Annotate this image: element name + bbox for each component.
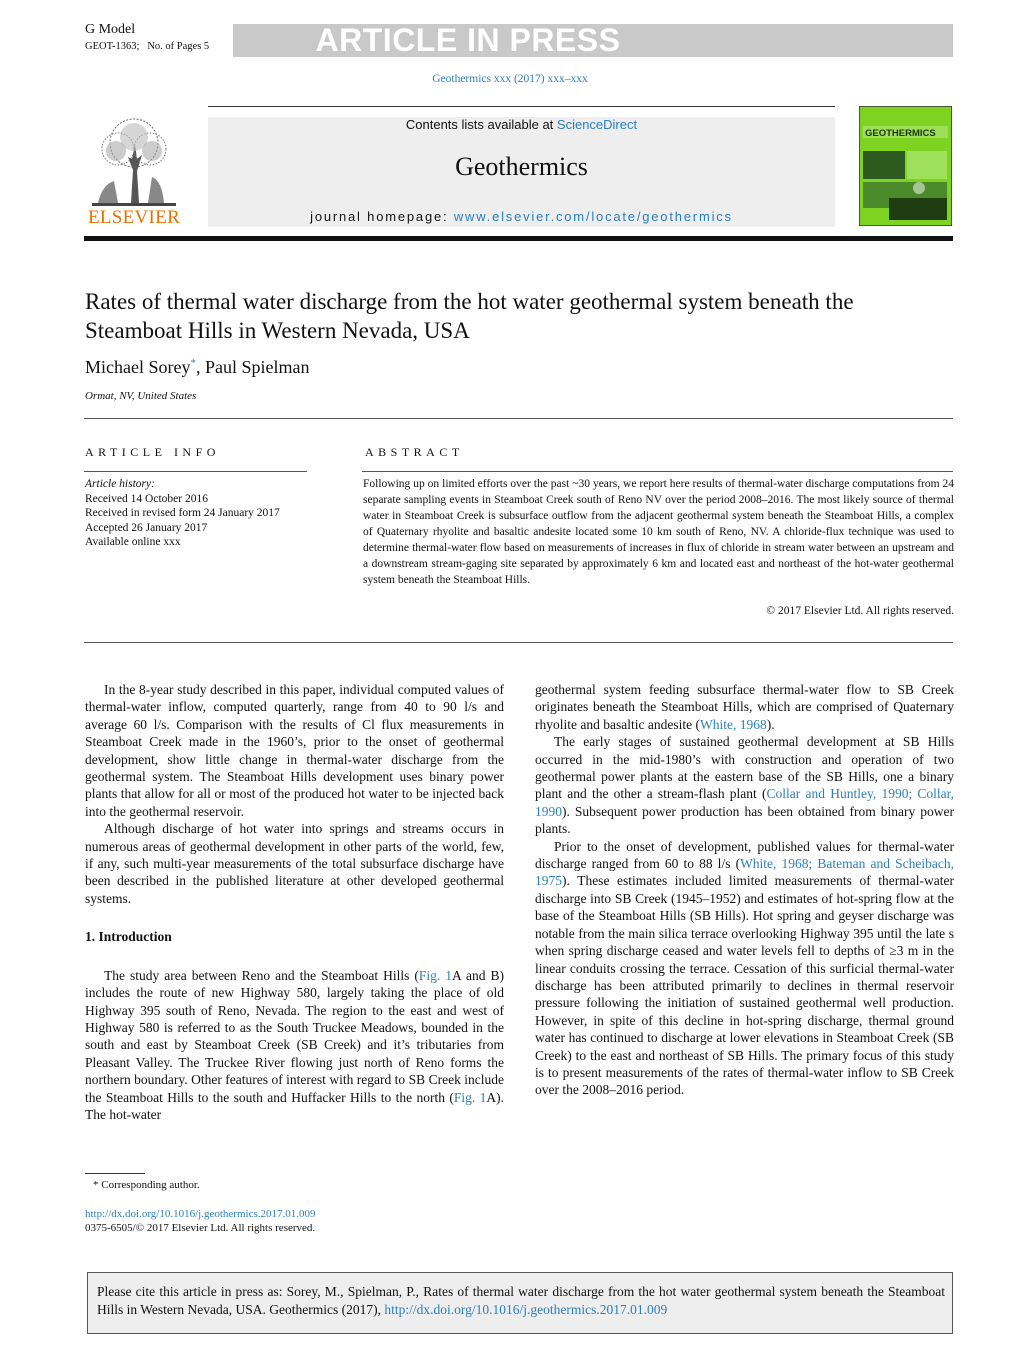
text-run: ).	[766, 716, 775, 732]
article-history	[85, 477, 280, 550]
body-paragraph: In the 8-year study described in this paper, individual computed values of thermal-water inflow, computed quarterly, range from 40 to 90 l/s and average 60 l/s. Comparison with the results of Cl flux measurements in Steamboat Creek made in the 1960’s, prior to the onset of geothermal development, show little change in thermal-water discharge from the geothermal system. The Steamboat Hills development uses binary power plants that allow for all or most of the produced hot water to be injected back into the geothermal reservoir.	[85, 682, 504, 819]
footnote-rule	[85, 1173, 145, 1174]
body-paragraph	[535, 838, 954, 1099]
article-info-rule	[84, 471, 307, 472]
journal-citation-link[interactable]: Geothermics xxx (2017) xxx–xxx	[432, 73, 588, 85]
article-code	[85, 41, 209, 52]
author-separator: ,	[195, 357, 205, 377]
issn-line: 0375-6505/© 2017 Elsevier Ltd. All rights reserved.	[85, 1222, 316, 1234]
text-run: geothermal system feeding subsurface thermal-water flow to SB Creek originates beneath the Steamboat Hills, which are comprised of Quaternary rhyolite and basaltic andesite (	[535, 682, 954, 732]
header-top-rule	[208, 106, 835, 107]
text-run: ). Subsequent power production has been obtained from binary power plants.	[535, 803, 954, 837]
journal-homepage-line	[208, 209, 835, 224]
body-paragraph	[535, 681, 954, 733]
text-run: A). The hot-water	[85, 1089, 504, 1122]
figure-reference-link[interactable]: Fig. 1	[453, 1089, 487, 1105]
abstract-text: Following up on limited efforts over the past ~30 years, we report here results of thermal-water discharge computations from 24 separate sampling events in Steamboat Creek south of Reno NV over the period 2008–2016. The most likely source of thermal water in Steamboat Creek is subsurface outflow from the adjacent geothermal system beneath the Steamboat Hills, a complex of Quaternary rhyolite and basaltic andesite located some 10 km south of Reno, NV. A chloride-flux technique was used to determine thermal-water flow based on measurements of increases in flux of chloride in stream water between an upstream and a downstream stream-gaging site separated by approximately 6 km and located east and northeast of the hot-water geothermal system beneath the Steamboat Hills.	[363, 478, 954, 586]
accepted-date: Accepted 26 January 2017	[85, 521, 208, 534]
affiliation: Ormat, NV, United States	[85, 390, 197, 402]
citation-link[interactable]: White, 1968	[699, 716, 767, 732]
citation-text	[97, 1283, 945, 1318]
sciencedirect-link[interactable]: ScienceDirect	[556, 117, 638, 132]
header-thick-rule	[84, 236, 953, 241]
author-list	[85, 357, 309, 378]
text-run: ). These estimates included limited measurements of thermal-water discharge into SB Creek (1945–1952) and estimates of hot-spring flow at the base of the Steamboat Hills (SB Hills). Hot spring and geyser discharge was notable from the main silica terrace overlooking Highway 395 until the late s when spring discharge ceased and water levels fell to depths of ≥3 m in the linear conduits crossing the terrace. Cessation of this surficial thermal-water discharge has been attributed primarily to declines in thermal reservoir pressure following the initiation of sustained geothermal well production. However, in spite of this decline in hot-spring discharge, thermal ground water has continued to discharge at lower elevations in Steamboat Creek (SB Creek) to the east and northeast of SB Hills. The primary focus of this study is to present measurements of the rates of thermal-water inflow to SB Creek over the 2008–2016 period.	[535, 873, 954, 1098]
body-paragraph	[85, 967, 504, 1124]
body-paragraph	[535, 733, 954, 837]
abstract-copyright: © 2017 Elsevier Ltd. All rights reserved.	[766, 605, 954, 617]
section-heading-introduction: 1. Introduction	[85, 929, 172, 945]
page-count: No. of Pages 5	[147, 41, 210, 52]
cover-title-text: GEOTHERMICS	[865, 128, 936, 139]
text-run: The early stages of sustained geothermal development at SB Hills occurred in the mid-1980’s with construction and operation of two geothermal power plants at the eastern base of the SB Hills, one a binary plant and the other a stream-flash plant (	[535, 734, 954, 802]
author-sorey[interactable]: Michael Sorey	[85, 357, 191, 377]
abstract-rule	[362, 471, 953, 472]
citation-body: Please cite this article in press as: Sorey, M., Spielman, P., Rates of thermal water discharge from the hot water geothermal system beneath the Steamboat Hills in Western Nevada, USA. Geothermics (2017),	[97, 1284, 945, 1317]
model-label: G Model	[85, 22, 136, 37]
citation-link[interactable]: White, 1968; Bateman and Scheibach, 1975	[535, 856, 954, 889]
text-run: The study area between Reno and the Steamboat Hills (	[104, 967, 419, 983]
text-run: Prior to the onset of development, published values for thermal-water discharge ranged from 60 to 88 l/s (	[535, 838, 954, 872]
text-run: A and B) includes the route of new Highway 580, largely taking the place of old Highway 395 south of Reno, Nevada. The region to the east and west of Highway 580 is referred to as the South Truckee Meadows, bounded in the south and east by Steamboat Creek (SB Creek) and it’s tributaries from Pleasant Valley. The Truckee River flowing just north of Reno forms the northern boundary. Other features of interest with regard to SB Creek include the Steamboat Hills to the south and Huffacker Hills to the north (	[85, 967, 505, 1105]
body-column-left	[85, 681, 504, 1123]
body-column-right	[535, 681, 954, 1099]
article-info-heading: ARTICLE INFO	[85, 445, 220, 459]
corresponding-author-mark[interactable]: *	[190, 357, 196, 369]
contents-prefix: Contents lists available at	[405, 117, 557, 132]
article-in-press-text: ARTICLE IN PRESS	[315, 22, 621, 58]
doi-link[interactable]: http://dx.doi.org/10.1016/j.geothermics.2017.01.009	[85, 1208, 316, 1220]
geot-code: GEOT-1363;	[85, 41, 140, 52]
citation-link[interactable]: Collar and Huntley, 1990; Collar, 1990	[535, 786, 955, 819]
online-date: Available online xxx	[85, 536, 181, 548]
abstract-heading: ABSTRACT	[365, 445, 464, 459]
homepage-link[interactable]: www.elsevier.com/locate/geothermics	[453, 209, 733, 224]
author-spielman[interactable]: Paul Spielman	[204, 357, 310, 377]
citation-doi-link[interactable]: http://dx.doi.org/10.1016/j.geothermics.2017.01.009	[384, 1301, 668, 1317]
history-label: Article history:	[85, 478, 155, 490]
received-date: Received 14 October 2016	[85, 492, 208, 505]
journal-cover-thumbnail	[859, 106, 952, 226]
elsevier-wordmark: ELSEVIER	[87, 207, 181, 228]
contents-line	[208, 117, 835, 132]
abstract-divider	[84, 642, 953, 643]
footnote-corresponding: * Corresponding author.	[93, 1179, 200, 1191]
body-paragraph: Although discharge of hot water into springs and streams occurs in numerous areas of geothermal development in other parts of the world, few, if any, such multi-year measurements of the total subsurface discharge have been described in the published literature at other developed geothermal systems.	[85, 821, 504, 906]
revised-date: Received in revised form 24 January 2017	[85, 507, 280, 519]
journal-title: Geothermics	[455, 152, 588, 181]
homepage-label: journal homepage:	[310, 209, 454, 224]
figure-reference-link[interactable]: Fig. 1	[418, 967, 453, 983]
title-divider	[84, 418, 953, 419]
article-title: Rates of thermal water discharge from the hot water geothermal system beneath the Steamboat Hills in Western Nevada, USA	[85, 289, 854, 343]
